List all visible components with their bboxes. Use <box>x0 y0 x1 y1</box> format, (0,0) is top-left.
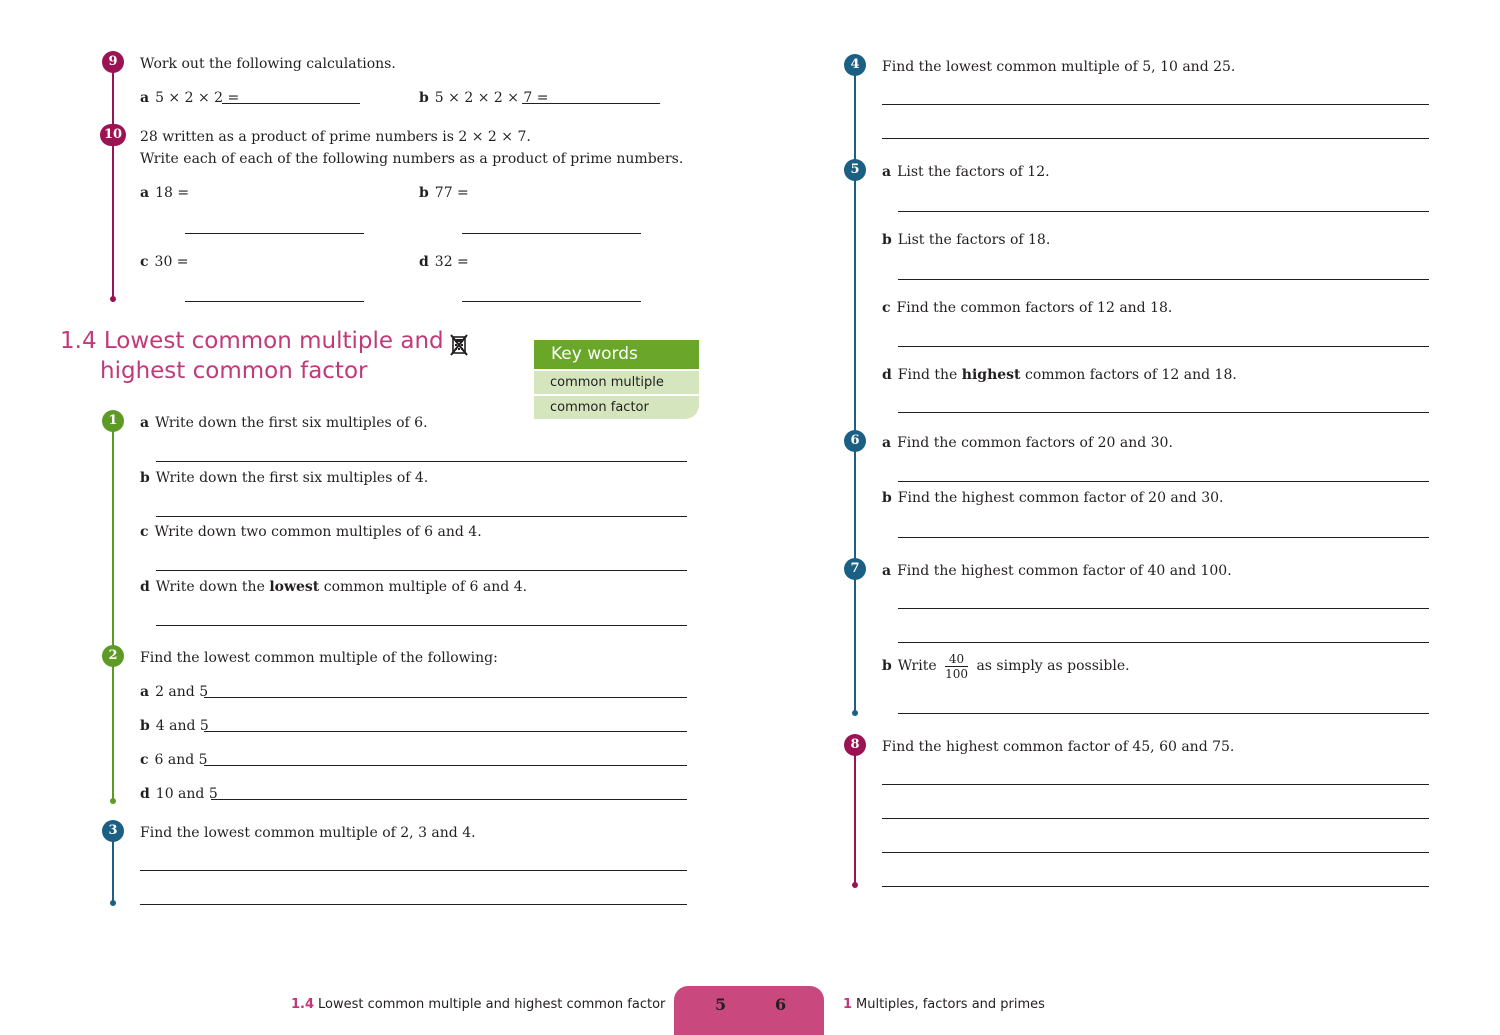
q5d-answer-line[interactable] <box>898 412 1429 413</box>
q10c-answer-line[interactable] <box>185 301 364 302</box>
q1b-answer-line[interactable] <box>156 516 687 517</box>
q1a-answer-line[interactable] <box>156 461 687 462</box>
q1c-answer-line[interactable] <box>156 570 687 571</box>
q4-answer-line[interactable] <box>882 138 1429 139</box>
page-number-right: 6 <box>775 995 787 1014</box>
q5b-text: List the factors of 18. <box>897 232 1051 248</box>
q2b-answer-line[interactable] <box>204 731 687 732</box>
q2c-label: c <box>140 752 149 768</box>
q1d-pre: Write down the <box>155 579 270 595</box>
key-words-heading: Key words <box>534 340 699 369</box>
q3-answer-line[interactable] <box>140 870 687 871</box>
footer-right-number: 1 <box>843 997 853 1012</box>
q10a-label: a <box>140 185 150 201</box>
page-number-tab <box>674 986 824 1035</box>
q9b-text: 5 × 2 × 2 × 7 = <box>434 90 549 106</box>
q9a-label: a <box>140 90 150 106</box>
q8-text: Find the highest common factor of 45, 60 and 75. <box>882 739 1235 755</box>
q6b-label: b <box>882 490 892 506</box>
q2c <box>140 751 208 769</box>
q5d-post: common factors of 12 and 18. <box>1020 367 1237 383</box>
section-title-line1: Lowest common multiple and <box>103 328 444 354</box>
q9b <box>419 89 549 107</box>
q8-answer-line[interactable] <box>882 784 1429 785</box>
q2a-answer-line[interactable] <box>204 697 687 698</box>
q5d-pre: Find the <box>897 367 962 383</box>
q8-answer-line[interactable] <box>882 886 1429 887</box>
question-number-9: 9 <box>102 51 124 73</box>
q9b-label: b <box>419 90 429 106</box>
q3-answer-line[interactable] <box>140 904 687 905</box>
footer-right-text: Multiples, factors and primes <box>856 997 1045 1012</box>
q9-text: Work out the following calculations. <box>140 56 396 72</box>
q5d-bold: highest <box>961 367 1021 383</box>
q2-rail-end <box>110 798 116 804</box>
q10-rail-end <box>110 296 116 302</box>
q8-answer-line[interactable] <box>882 818 1429 819</box>
question-number-5: 5 <box>844 159 866 181</box>
q6a-text: Find the common factors of 20 and 30. <box>897 435 1173 451</box>
question-number-10: 10 <box>100 124 126 146</box>
q5d-label: d <box>882 367 892 383</box>
q7b-label: b <box>882 658 892 674</box>
q6b <box>882 489 1223 507</box>
q10c-label: c <box>140 254 149 270</box>
question-number-6: 6 <box>844 430 866 452</box>
no-calculator-icon <box>449 333 469 357</box>
q5a-answer-line[interactable] <box>898 211 1429 212</box>
q5d <box>882 366 1237 384</box>
q2-text: Find the lowest common multiple of the following: <box>140 650 498 666</box>
q5a <box>882 163 1050 181</box>
q1a-text: Write down the first six multiples of 6. <box>155 415 428 431</box>
q9a-answer-line[interactable] <box>222 103 360 104</box>
q5a-label: a <box>882 164 892 180</box>
q7a-text: Find the highest common factor of 40 and 100. <box>897 563 1232 579</box>
q7a <box>882 562 1232 580</box>
q2d <box>140 785 218 803</box>
q7a-label: a <box>882 563 892 579</box>
q10c-text: 30 = <box>154 254 189 270</box>
q5c-text: Find the common factors of 12 and 18. <box>896 300 1173 316</box>
q10c <box>140 253 189 271</box>
footer-left <box>291 997 665 1012</box>
q5b-answer-line[interactable] <box>898 279 1429 280</box>
q1d-answer-line[interactable] <box>156 625 687 626</box>
q5c-answer-line[interactable] <box>898 346 1429 347</box>
q4-text: Find the lowest common multiple of 5, 10 and 25. <box>882 59 1236 75</box>
q1d <box>140 578 527 596</box>
section-title <box>60 326 444 356</box>
q10b-answer-line[interactable] <box>462 233 641 234</box>
q2b <box>140 717 209 735</box>
fraction <box>945 652 968 681</box>
q8-answer-line[interactable] <box>882 852 1429 853</box>
q9a-text: 5 × 2 × 2 = <box>155 90 240 106</box>
q6b-text: Find the highest common factor of 20 and 30. <box>897 490 1224 506</box>
q8-rail <box>854 745 856 885</box>
q5c-label: c <box>882 300 891 316</box>
q5b <box>882 231 1050 249</box>
question-number-1: 1 <box>102 410 124 432</box>
q1b-label: b <box>140 470 150 486</box>
q2c-text: 6 and 5 <box>154 752 208 768</box>
q7b-pre: Write <box>897 658 937 674</box>
key-word-item: common factor <box>534 396 699 419</box>
section-title-line2: highest common factor <box>100 358 368 384</box>
footer-right <box>843 997 1045 1012</box>
q10d-answer-line[interactable] <box>462 301 641 302</box>
key-words-box <box>534 340 699 419</box>
fraction-denominator: 100 <box>945 666 968 681</box>
q10a <box>140 184 189 202</box>
question-number-7: 7 <box>844 558 866 580</box>
q1a <box>140 414 428 432</box>
q9b-answer-line[interactable] <box>522 103 660 104</box>
question-number-3: 3 <box>102 820 124 842</box>
q9a <box>140 89 239 107</box>
q1a-label: a <box>140 415 150 431</box>
footer-left-number: 1.4 <box>291 997 315 1012</box>
q10-line2: Write each of each of the following numbers as a product of prime numbers. <box>140 151 684 167</box>
q7b <box>882 651 1130 681</box>
q1b-text: Write down the first six multiples of 4. <box>155 470 429 486</box>
q2b-text: 4 and 5 <box>155 718 209 734</box>
question-number-4: 4 <box>844 54 866 76</box>
section-number: 1.4 <box>60 328 97 354</box>
q10b <box>419 184 469 202</box>
q7b-post: as simply as possible. <box>976 658 1130 674</box>
q10b-text: 77 = <box>434 185 469 201</box>
q10d-text: 32 = <box>434 254 469 270</box>
q5b-label: b <box>882 232 892 248</box>
q1b <box>140 469 428 487</box>
q7a-answer-line[interactable] <box>898 642 1429 643</box>
q2a <box>140 683 208 701</box>
q2d-text: 10 and 5 <box>155 786 218 802</box>
q10b-label: b <box>419 185 429 201</box>
q8-rail-end <box>852 882 858 888</box>
footer-left-text: Lowest common multiple and highest common factor <box>318 997 666 1012</box>
q6a-label: a <box>882 435 892 451</box>
q1d-post: common multiple of 6 and 4. <box>319 579 528 595</box>
q10d <box>419 253 469 271</box>
q1d-bold: lowest <box>269 579 320 595</box>
key-word-item: common multiple <box>534 371 699 394</box>
q2c-answer-line[interactable] <box>204 765 687 766</box>
page-number-left: 5 <box>715 995 727 1014</box>
q1c-label: c <box>140 524 149 540</box>
q6a-answer-line[interactable] <box>898 481 1429 482</box>
q1c <box>140 523 482 541</box>
q3-text: Find the lowest common multiple of 2, 3 and 4. <box>140 825 476 841</box>
q4-answer-line[interactable] <box>882 104 1429 105</box>
q5c <box>882 299 1172 317</box>
q1-rail <box>112 420 114 802</box>
q2d-answer-line[interactable] <box>211 799 687 800</box>
q1d-label: d <box>140 579 150 595</box>
q2b-label: b <box>140 718 150 734</box>
q7a-answer-line[interactable] <box>898 608 1429 609</box>
q2a-text: 2 and 5 <box>155 684 209 700</box>
q5a-text: List the factors of 12. <box>897 164 1050 180</box>
q9-rail <box>112 62 114 302</box>
q7b-answer-line[interactable] <box>898 713 1429 714</box>
q10a-answer-line[interactable] <box>185 233 364 234</box>
question-number-8: 8 <box>844 734 866 756</box>
fraction-numerator: 40 <box>945 652 968 667</box>
q3-rail-end <box>110 900 116 906</box>
q6b-answer-line[interactable] <box>898 537 1429 538</box>
q6a <box>882 434 1173 452</box>
q10-line1: 28 written as a product of prime numbers is 2 × 2 × 7. <box>140 129 531 145</box>
q10a-text: 18 = <box>155 185 190 201</box>
q7-rail-end <box>852 710 858 716</box>
q2d-label: d <box>140 786 150 802</box>
q2a-label: a <box>140 684 150 700</box>
question-number-2: 2 <box>102 645 124 667</box>
q10d-label: d <box>419 254 429 270</box>
q1c-text: Write down two common multiples of 6 and 4. <box>154 524 482 540</box>
